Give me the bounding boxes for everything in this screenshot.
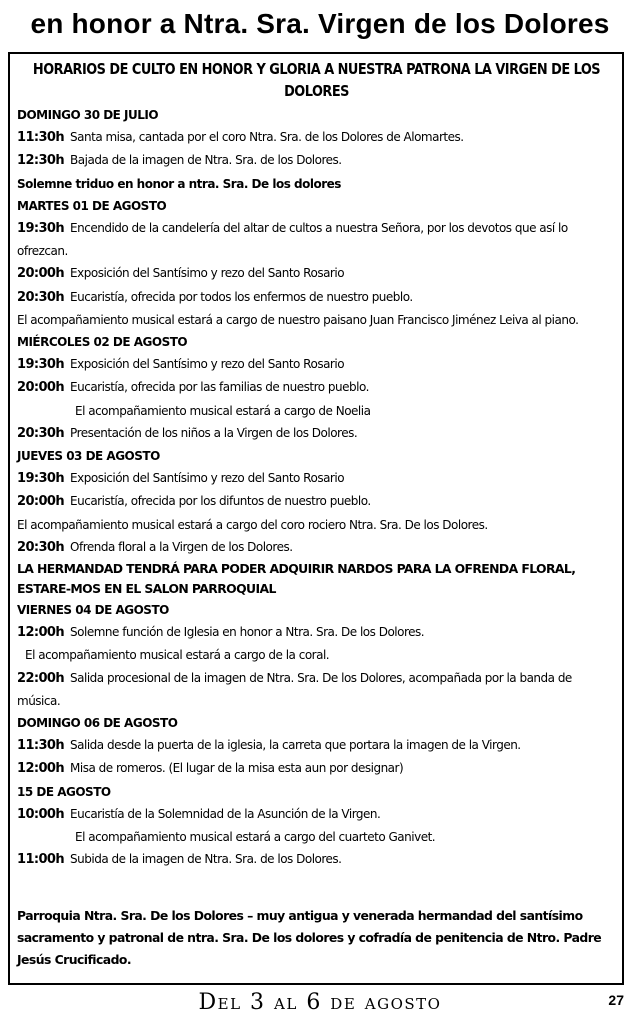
schedule-heading: JUEVES 03 DE AGOSTO	[17, 449, 160, 464]
entry-time: 11:30h	[17, 130, 65, 146]
schedule-entry	[17, 126, 616, 149]
schedule-entry	[17, 490, 616, 513]
entry-text: Santa misa, cantada por el coro Ntra. Sra. de los Dolores de Alomartes.	[70, 130, 464, 145]
schedule-entry	[17, 262, 616, 285]
entry-time: 11:30h	[17, 738, 65, 754]
schedule-entry	[17, 217, 616, 262]
entry-text: Eucaristía, ofrecida por las familias de nuestro pueblo.	[70, 380, 369, 395]
schedule-heading: Solemne triduo en honor a ntra. Sra. De los dolores	[17, 176, 341, 191]
entry-text: Ofrenda floral a la Virgen de los Dolores.	[70, 539, 293, 554]
schedule-heading: MARTES 01 DE AGOSTO	[17, 198, 167, 213]
schedule-entry	[17, 467, 616, 490]
schedule-entry	[17, 621, 616, 644]
entry-time: 19:30h	[17, 357, 65, 373]
parish-note: Parroquia Ntra. Sra. De los Dolores – muy antigua y venerada hermandad del santísimo sacramento y patronal de ntra. Sra. De los dolores y cofradía de penitencia de Ntro. Padre Jesús Crucificado.	[17, 908, 602, 967]
schedule-entry	[17, 422, 616, 445]
schedule-heading: 15 DE AGOSTO	[17, 784, 111, 799]
entry-text: Salida procesional de la imagen de Ntra. Sra. De los Dolores, acompañada por la banda de música.	[17, 670, 572, 708]
entry-time: 19:30h	[17, 471, 65, 487]
page-headline: en honor a Ntra. Sra. Virgen de los Dolores	[30, 8, 610, 39]
entry-text: Presentación de los niños a la Virgen de los Dolores.	[70, 425, 358, 440]
entry-text: Solemne función de Iglesia en honor a Ntra. Sra. De los Dolores.	[70, 625, 425, 640]
music-note: El acompañamiento musical estará a cargo del cuarteto Ganivet.	[75, 830, 436, 845]
entry-time: 22:00h	[17, 670, 65, 686]
schedule-heading: DOMINGO 06 DE AGOSTO	[17, 716, 178, 731]
entry-time: 20:00h	[17, 380, 65, 396]
schedule-entry	[17, 734, 616, 757]
schedule-title: HORARIOS DE CULTO EN HONOR Y GLORIA A NUESTRA PATRONA LA VIRGEN DE LOS DOLORES	[32, 60, 601, 100]
entry-time: 20:30h	[17, 425, 65, 441]
entry-text: Misa de romeros. (El lugar de la misa esta aun por designar)	[70, 761, 404, 776]
entry-time: 19:30h	[17, 221, 65, 237]
schedule-entry	[17, 376, 616, 399]
entry-time: 12:00h	[17, 625, 65, 641]
entry-time: 20:00h	[17, 494, 65, 510]
schedule-box	[8, 52, 624, 985]
schedule-entry	[17, 286, 616, 309]
entry-text: Bajada de la imagen de Ntra. Sra. de los Dolores.	[70, 153, 342, 168]
entry-time: 20:30h	[17, 539, 65, 555]
schedule-heading: VIERNES 04 DE AGOSTO	[17, 603, 169, 618]
schedule-entry	[17, 667, 616, 712]
music-note: El acompañamiento musical estará a cargo de la coral.	[25, 648, 330, 663]
music-note: El acompañamiento musical estará a cargo del coro rociero Ntra. Sra. De los Dolores.	[17, 517, 488, 532]
entry-text: Exposición del Santísimo y rezo del Santo Rosario	[70, 471, 345, 486]
schedule-heading: DOMINGO 30 DE JULIO	[17, 108, 159, 122]
footer-dates: Del 3 al 6 de agosto	[198, 990, 442, 1015]
music-note: El acompañamiento musical estará a cargo de nuestro paisano Juan Francisco Jiménez Leiva al piano.	[17, 312, 579, 327]
entry-text: Exposición del Santísimo y rezo del Santo Rosario	[70, 266, 345, 281]
entry-text: Salida desde la puerta de la iglesia, la carreta que portara la imagen de la Virgen.	[70, 738, 521, 753]
entry-text: Eucaristía, ofrecida por los difuntos de nuestro pueblo.	[70, 494, 371, 509]
entry-time: 11:00h	[17, 852, 65, 868]
schedule-heading: MIÉRCOLES 02 DE AGOSTO	[17, 335, 188, 350]
entry-text: Eucaristía, ofrecida por todos los enfermos de nuestro pueblo.	[70, 289, 413, 304]
schedule-entry	[17, 803, 616, 826]
schedule-lines	[17, 104, 616, 872]
schedule-entry	[17, 757, 616, 780]
page-number: 27	[608, 992, 624, 1008]
entry-time: 20:30h	[17, 289, 65, 305]
music-note: El acompañamiento musical estará a cargo de Noelia	[75, 403, 371, 418]
schedule-entry	[17, 353, 616, 376]
schedule-entry	[17, 536, 616, 559]
entry-time: 12:00h	[17, 761, 65, 777]
entry-time: 12:30h	[17, 153, 65, 169]
entry-time: 10:00h	[17, 806, 65, 822]
entry-text: Subida de la imagen de Ntra. Sra. de los Dolores.	[70, 852, 342, 867]
schedule-entry	[17, 848, 616, 871]
entry-text: Eucaristía de la Solemnidad de la Asunción de la Virgen.	[70, 806, 381, 821]
schedule-entry	[17, 149, 616, 172]
entry-time: 20:00h	[17, 266, 65, 282]
entry-text: Exposición del Santísimo y rezo del Santo Rosario	[70, 357, 345, 372]
announcement: LA HERMANDAD TENDRÁ PARA PODER ADQUIRIR NARDOS PARA LA OFRENDA FLORAL, ESTARE-MOS EN EL SALON PARROQUIAL	[17, 561, 576, 597]
entry-text: Encendido de la candelería del altar de cultos a nuestra Señora, por los devotos que así lo ofrezcan.	[17, 221, 568, 259]
